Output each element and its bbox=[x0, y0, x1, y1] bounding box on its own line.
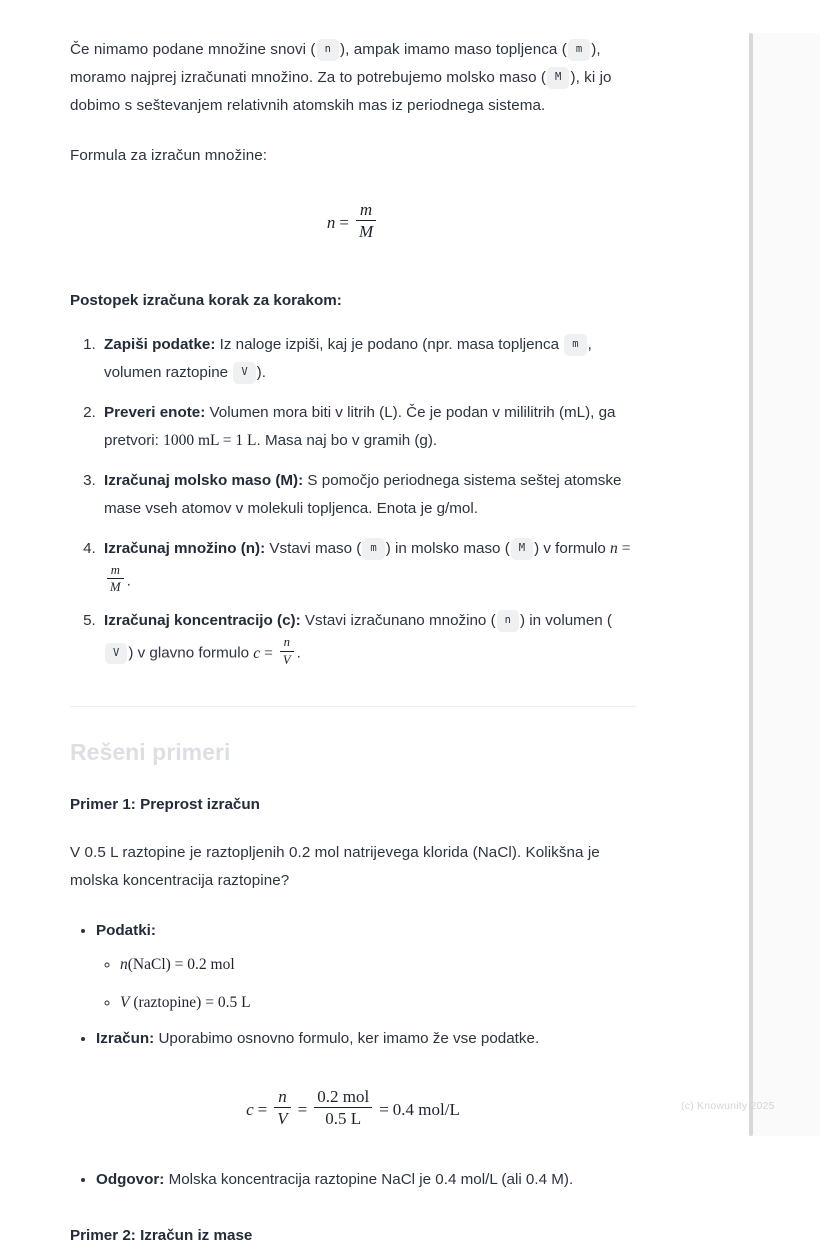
example-1-answer-list bbox=[70, 1166, 636, 1194]
section-heading-worked-examples: Rešeni primeri bbox=[70, 738, 231, 765]
code-chip-n: n bbox=[317, 39, 339, 61]
step-4-formula-denominator: M bbox=[110, 580, 121, 595]
intro-text-3: ), moramo najprej izračunati množino. Za to potrebujemo molsko maso ( bbox=[70, 41, 601, 86]
example-2-title: Primer 2: Izračun iz mase bbox=[70, 1226, 253, 1244]
steps-list bbox=[70, 331, 636, 668]
step-4-text-d: . bbox=[126, 572, 131, 590]
bullet-item-calculation bbox=[96, 1025, 636, 1053]
formula-lhs: n bbox=[326, 213, 336, 233]
eq-f2-denominator: 0.5 L bbox=[325, 1108, 362, 1128]
example-1-problem: V 0.5 L raztopine je raztopljenih 0.2 mol natrijevega klorida (NaCl). Kolikšna je molska koncentracija raztopine? bbox=[70, 843, 600, 889]
given-n-value: (NaCl) = 0.2 mol bbox=[127, 955, 235, 973]
step-item-2 bbox=[100, 399, 636, 455]
step-3-text-a: S pomočjo periodnega sistema seštej atomske mase vseh atomov v molekuli topljenca. Enota je g/mol. bbox=[104, 472, 622, 518]
step-1-label: Zapiši podatke: bbox=[104, 336, 216, 354]
step-5-formula-lhs: c bbox=[253, 644, 261, 662]
step-1-text-b: , volumen raztopine bbox=[104, 336, 592, 382]
code-chip-molar-mass: M bbox=[547, 67, 569, 89]
eq-f1-denominator: V bbox=[277, 1108, 288, 1128]
bullet-item-answer bbox=[96, 1166, 636, 1194]
step-5-formula-numerator: n bbox=[280, 635, 294, 651]
given-item-n bbox=[120, 951, 636, 979]
display-formula-amount-of-substance bbox=[70, 200, 636, 241]
eq-equals-3: = bbox=[379, 1100, 389, 1120]
calc-text: Uporabimo osnovno formulo, ker imamo že vse podatke. bbox=[154, 1029, 540, 1047]
formula-numerator: m bbox=[356, 200, 376, 221]
step-5-inline-formula bbox=[253, 635, 296, 667]
step-1-text-c: ). bbox=[256, 364, 266, 382]
step-5-text-a: Vstavi izračunano množino ( bbox=[300, 612, 496, 630]
formula-denominator: M bbox=[358, 222, 374, 242]
document-content bbox=[70, 36, 636, 1248]
formula-equals: = bbox=[339, 213, 349, 233]
given-n-math bbox=[120, 956, 235, 973]
eq-equals-2: = bbox=[297, 1100, 308, 1120]
eq-f2-numerator: 0.2 mol bbox=[314, 1087, 372, 1108]
eq-result: 0.4 mol/L bbox=[392, 1100, 460, 1120]
formula-fraction bbox=[356, 200, 376, 241]
given-n-symbol: n bbox=[120, 955, 128, 973]
step-2-label: Preveri enote: bbox=[104, 404, 206, 422]
step-item-3 bbox=[100, 467, 636, 523]
step-4-formula-numerator: m bbox=[107, 563, 124, 579]
given-v-value: (raztopine) = 0.5 L bbox=[129, 993, 251, 1011]
answer-label: Odgovor: bbox=[96, 1170, 165, 1188]
intro-text-4: ), ki jo dobimo s seštevanjem relativnih atomskih mas iz periodnega sistema. bbox=[70, 69, 612, 114]
eq-equals-1: = bbox=[257, 1100, 268, 1120]
step-item-4 bbox=[100, 535, 636, 595]
eq-f1-numerator: n bbox=[274, 1087, 290, 1108]
eq-lhs: c bbox=[246, 1100, 254, 1120]
step-1-text-a: Iz naloge izpiši, kaj je podano (npr. masa topljenca bbox=[215, 336, 564, 354]
right-side-panel bbox=[753, 33, 820, 1136]
calc-label: Izračun: bbox=[96, 1029, 155, 1047]
step-2-text-b: . Masa naj bo v gramih (g). bbox=[256, 432, 438, 450]
step-4-formula-fraction bbox=[107, 563, 124, 594]
step-4-text-c: ) v formulo bbox=[534, 540, 611, 558]
step-5-formula-equals: = bbox=[264, 644, 273, 662]
step-5-formula-denominator: V bbox=[282, 652, 291, 667]
example-1-display-equation bbox=[70, 1087, 636, 1128]
step-4-label: Izračunaj množino (n): bbox=[104, 540, 266, 558]
code-chip-n: n bbox=[497, 610, 519, 632]
eq-fraction-symbolic bbox=[274, 1087, 290, 1128]
step-5-text-b: ) in volumen ( bbox=[519, 612, 612, 630]
step-5-text-c: ) v glavno formulo bbox=[128, 644, 254, 662]
intro-paragraph bbox=[70, 36, 636, 120]
code-chip-m: m bbox=[568, 39, 590, 61]
code-chip-v: V bbox=[233, 362, 255, 384]
step-4-text-b: ) in molsko maso ( bbox=[385, 540, 510, 558]
given-data-sublist bbox=[96, 951, 636, 1017]
example-1-bullet-list bbox=[70, 917, 636, 1053]
step-3-label: Izračunaj molsko maso (M): bbox=[104, 472, 304, 490]
answer-text: Molska koncentracija raztopine NaCl je 0.4 mol/L (ali 0.4 M). bbox=[164, 1170, 574, 1188]
data-label: Podatki: bbox=[96, 921, 156, 939]
step-2-conversion-math: 1000 mL = 1 L bbox=[163, 432, 257, 450]
formula-lead-paragraph: Formula za izračun množine: bbox=[70, 147, 268, 164]
given-v-math bbox=[120, 994, 251, 1011]
eq-fraction-numeric bbox=[314, 1087, 372, 1128]
code-chip-m: m bbox=[362, 538, 384, 560]
step-5-label: Izračunaj koncentracijo (c): bbox=[104, 612, 301, 630]
steps-heading: Postopek izračuna korak za korakom: bbox=[70, 292, 342, 310]
step-item-1 bbox=[100, 331, 636, 387]
given-v-symbol: V bbox=[120, 993, 130, 1011]
copyright-watermark: (c) Knowunity 2025 bbox=[681, 1100, 775, 1112]
step-item-5 bbox=[100, 607, 636, 667]
step-2-text-a: Volumen mora biti v litrih (L). Če je podan v mililitrih (mL), ga pretvori: bbox=[104, 404, 616, 450]
code-chip-molar-mass: M bbox=[511, 538, 533, 560]
step-5-formula-fraction bbox=[280, 635, 294, 666]
code-chip-m: m bbox=[564, 334, 586, 356]
bullet-item-data bbox=[96, 917, 636, 1017]
step-5-text-d: . bbox=[296, 644, 301, 662]
intro-text-2: ), ampak imamo maso topljenca ( bbox=[339, 41, 567, 58]
step-4-text-a: Vstavi maso ( bbox=[265, 540, 362, 558]
code-chip-v: V bbox=[105, 643, 127, 665]
step-4-formula-equals: = bbox=[621, 540, 631, 558]
vertical-scrollbar[interactable] bbox=[749, 33, 753, 1136]
given-item-v bbox=[120, 989, 636, 1017]
example-1-title: Primer 1: Preprost izračun bbox=[70, 795, 260, 813]
intro-text-1: Če nimamo podane množine snovi ( bbox=[70, 41, 316, 58]
step-4-formula-lhs: n bbox=[610, 540, 618, 558]
